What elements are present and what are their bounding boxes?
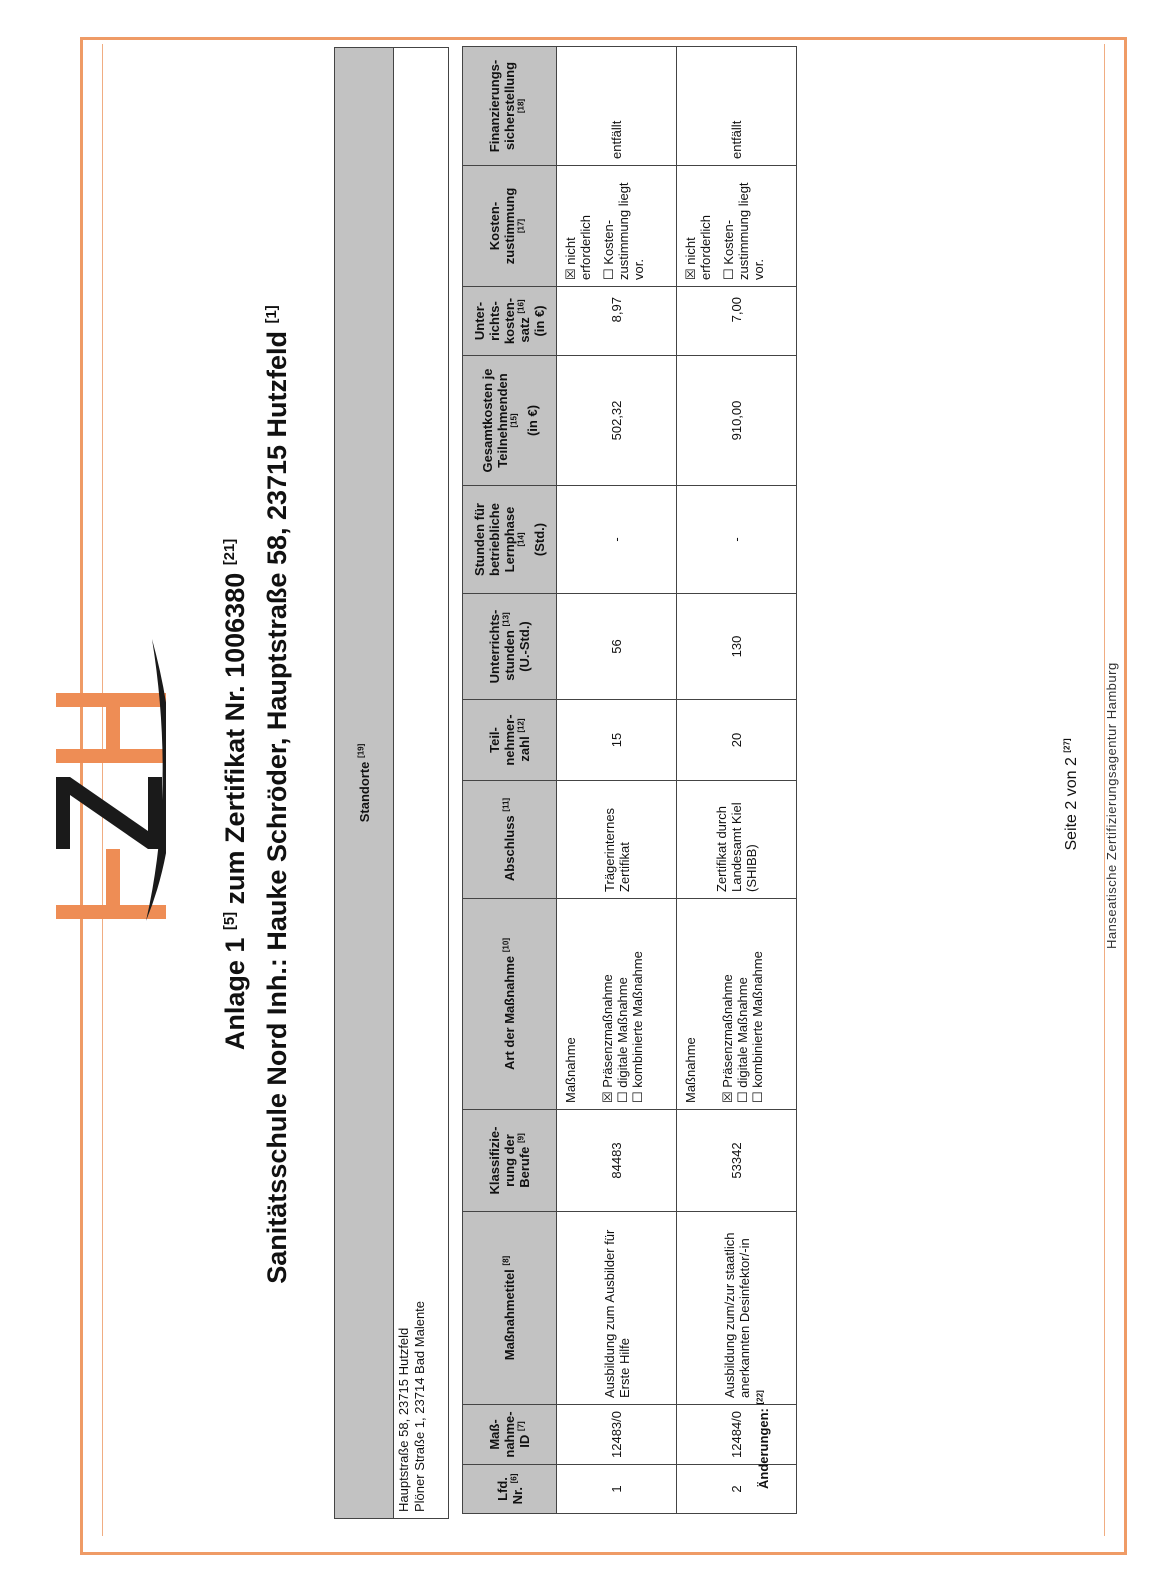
- col-teilnehmerzahl: Teil- nehmer- zahl [12]: [463, 700, 557, 781]
- standort-line: Hauptstraße 58, 23715 Hutzfeld: [396, 1327, 411, 1512]
- cell-unterrichtskostensatz: 8,97: [557, 287, 677, 356]
- col-gesamtkosten: Gesamtkosten je Teilnehmenden [15] (in €): [463, 356, 557, 486]
- cell-finanzierung: entfällt: [557, 47, 677, 166]
- page-title: Anlage 1 [5] zum Zertifikat Nr. 1006380 [21]: [220, 538, 250, 1051]
- cell-gesamtkosten: 910,00: [677, 356, 797, 486]
- art-option-praesenz: ☒ Präsenzmaßnahme: [720, 974, 735, 1103]
- art-option-kombiniert: ☐ kombinierte Maßnahme: [750, 951, 765, 1103]
- cell-unterrichtsstunden: 130: [677, 594, 797, 700]
- col-massnahme-id: Maß- nahme- ID [7]: [463, 1405, 557, 1465]
- cell-kostenzustimmung: [557, 166, 677, 287]
- col-unterrichtsstunden: Unterrichts- stunden [13] (U.-Std.): [463, 594, 557, 700]
- cell-finanzierung: entfällt: [677, 47, 797, 166]
- cell-titel: Ausbildung zum Ausbilder für Erste Hilfe: [557, 1212, 677, 1405]
- cell-teilnehmerzahl: 20: [677, 700, 797, 781]
- table-row: [557, 47, 677, 1514]
- checkbox-checked-icon: ☒: [720, 1091, 735, 1103]
- art-option-digital: ☐ digitale Maßnahme: [735, 977, 750, 1103]
- art-label: Maßnahme: [563, 1037, 578, 1103]
- cell-betriebliche-lernphase: -: [557, 486, 677, 594]
- checkbox-empty-icon: ☐: [721, 268, 736, 280]
- cell-teilnehmerzahl: 15: [557, 700, 677, 781]
- cell-id: 12483/0: [557, 1405, 677, 1465]
- cell-lfd: 2: [677, 1465, 797, 1514]
- cell-abschluss: Zertifikat durch Landesamt Kiel (SHIBB): [677, 781, 797, 899]
- kostenz-option-nicht-erforderlich: ☒ nicht erforderlich: [563, 214, 593, 280]
- standorte-header: Standorte [19]: [335, 48, 394, 1519]
- cell-unterrichtskostensatz: 7,00: [677, 287, 797, 356]
- kostenz-option-liegt-vor: ☐ Kosten-zustimmung liegt vor.: [721, 182, 766, 280]
- col-unterrichtskostensatz: Unter- richts- kosten- satz [16] (in €): [463, 287, 557, 356]
- col-klassifizierung: Klassifizie- rung der Berufe [9]: [463, 1110, 557, 1212]
- checkbox-empty-icon: ☐: [630, 1091, 645, 1103]
- col-kostenzustimmung: Kosten- zustimmung [17]: [463, 166, 557, 287]
- kostenz-option-nicht-erforderlich: ☒ nicht erforderlich: [683, 214, 713, 280]
- cell-abschluss: Trägerinternes Zertifikat: [557, 781, 677, 899]
- checkbox-checked-icon: ☒: [683, 268, 698, 280]
- art-option-digital: ☐ digitale Maßnahme: [615, 977, 630, 1103]
- col-finanzierungssicherstellung: Finanzierungs- sicherstellung [18]: [463, 47, 557, 166]
- standorte-table: [334, 47, 449, 1519]
- massnahmen-table: [462, 46, 797, 1514]
- cell-art: [557, 899, 677, 1110]
- cell-art: [677, 899, 797, 1110]
- cell-gesamtkosten: 502,32: [557, 356, 677, 486]
- checkbox-checked-icon: ☒: [563, 268, 578, 280]
- col-betriebliche-lernphase: Stunden für betriebliche Lernphase [14] (Std.): [463, 486, 557, 594]
- checkbox-empty-icon: ☐: [615, 1091, 630, 1103]
- agency-footer: Hanseatische Zertifizierungsagentur Hamburg: [1104, 662, 1119, 949]
- checkbox-checked-icon: ☒: [600, 1091, 615, 1103]
- kostenz-option-liegt-vor: ☐ Kosten-zustimmung liegt vor.: [601, 182, 646, 280]
- cell-lfd: 1: [557, 1465, 677, 1514]
- art-option-praesenz: ☒ Präsenzmaßnahme: [600, 974, 615, 1103]
- standorte-list: [394, 48, 449, 1519]
- cell-klassifizierung: 84483: [557, 1110, 677, 1212]
- cell-id: 12484/0: [677, 1405, 797, 1465]
- checkbox-empty-icon: ☐: [750, 1091, 765, 1103]
- checkbox-empty-icon: ☐: [601, 268, 616, 280]
- hzh-logo: [26, 629, 166, 949]
- cell-klassifizierung: 53342: [677, 1110, 797, 1212]
- page-subtitle: Sanitätsschule Nord Inh.: Hauke Schröder, Hauptstraße 58, 23715 Hutzfeld [1]: [262, 305, 292, 1284]
- table-row: [677, 47, 797, 1514]
- cell-betriebliche-lernphase: -: [677, 486, 797, 594]
- standort-line: Plöner Straße 1, 23714 Bad Malente: [412, 1300, 427, 1512]
- cell-titel: Ausbildung zum/zur staatlich anerkannten Desinfektor/-in: [677, 1212, 797, 1405]
- art-option-kombiniert: ☐ kombinierte Maßnahme: [630, 951, 645, 1103]
- col-art-der-massnahme: Art der Maßnahme [10]: [463, 899, 557, 1110]
- cell-unterrichtsstunden: 56: [557, 594, 677, 700]
- cell-kostenzustimmung: [677, 166, 797, 287]
- col-abschluss: Abschluss [11]: [463, 781, 557, 899]
- page-number: Seite 2 von 2 [27]: [1062, 738, 1080, 851]
- table-header-row: [463, 47, 557, 1514]
- art-label: Maßnahme: [683, 1037, 698, 1103]
- checkbox-empty-icon: ☐: [735, 1091, 750, 1103]
- col-massnahmetitel: Maßnahmetitel [8]: [463, 1212, 557, 1405]
- col-lfd-nr: Lfd. Nr. [6]: [463, 1465, 557, 1514]
- aenderungen-label: Änderungen: [22]: [755, 1390, 771, 1489]
